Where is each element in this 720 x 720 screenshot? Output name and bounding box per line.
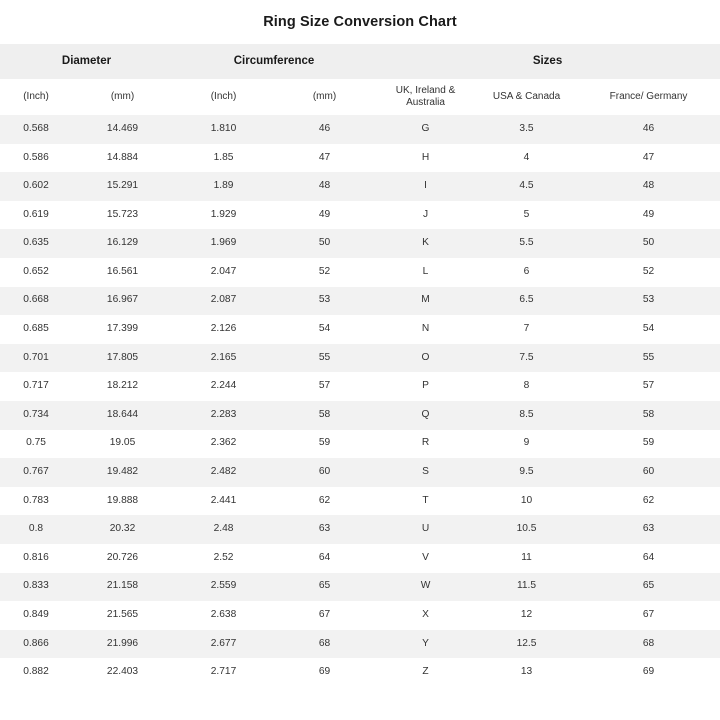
- table-cell: 0.701: [0, 344, 72, 373]
- table-row: [0, 658, 720, 687]
- table-cell: 58: [577, 401, 720, 430]
- table-cell: 7.5: [476, 344, 577, 373]
- table-cell: 2.677: [173, 630, 274, 659]
- table-cell: 4: [476, 144, 577, 173]
- table-cell: 59: [274, 430, 375, 459]
- table-cell: 22.403: [72, 658, 173, 687]
- table-cell: M: [375, 287, 476, 316]
- table-cell: 5: [476, 201, 577, 230]
- table-cell: 2.047: [173, 258, 274, 287]
- table-cell: H: [375, 144, 476, 173]
- table-cell: 16.967: [72, 287, 173, 316]
- table-cell: T: [375, 487, 476, 516]
- table-cell: 2.559: [173, 573, 274, 602]
- table-cell: 53: [577, 287, 720, 316]
- column-header-circumference-mm: (mm): [274, 79, 375, 115]
- table-cell: 65: [274, 573, 375, 602]
- table-cell: 0.75: [0, 430, 72, 459]
- table-cell: 65: [577, 573, 720, 602]
- table-cell: 67: [577, 601, 720, 630]
- table-cell: Z: [375, 658, 476, 687]
- column-header-france-germany: France/ Germany: [577, 79, 720, 115]
- table-body: [0, 115, 720, 687]
- table-cell: G: [375, 115, 476, 144]
- table-cell: 52: [274, 258, 375, 287]
- table-cell: 0.8: [0, 515, 72, 544]
- table-cell: 54: [577, 315, 720, 344]
- table-row: [0, 630, 720, 659]
- table-cell: 46: [274, 115, 375, 144]
- table-row: [0, 172, 720, 201]
- table-row: [0, 515, 720, 544]
- table-cell: 0.568: [0, 115, 72, 144]
- group-header-circumference: Circumference: [173, 44, 375, 79]
- table-cell: 0.635: [0, 229, 72, 258]
- table-cell: 0.652: [0, 258, 72, 287]
- table-row: [0, 401, 720, 430]
- table-row: [0, 144, 720, 173]
- table-cell: 67: [274, 601, 375, 630]
- table-cell: 14.884: [72, 144, 173, 173]
- table-row: [0, 487, 720, 516]
- table-cell: 64: [274, 544, 375, 573]
- table-cell: 48: [577, 172, 720, 201]
- table-cell: 49: [577, 201, 720, 230]
- table-cell: 55: [274, 344, 375, 373]
- table-cell: 55: [577, 344, 720, 373]
- table-cell: 0.619: [0, 201, 72, 230]
- table-cell: 15.291: [72, 172, 173, 201]
- table-cell: 19.05: [72, 430, 173, 459]
- column-header-usa-canada: USA & Canada: [476, 79, 577, 115]
- table-cell: 16.129: [72, 229, 173, 258]
- table-cell: 1.810: [173, 115, 274, 144]
- group-header-diameter: Diameter: [0, 44, 173, 79]
- table-cell: 53: [274, 287, 375, 316]
- table-cell: 2.283: [173, 401, 274, 430]
- table-cell: 60: [577, 458, 720, 487]
- table-cell: 0.586: [0, 144, 72, 173]
- table-cell: 0.685: [0, 315, 72, 344]
- table-cell: 59: [577, 430, 720, 459]
- table-cell: 64: [577, 544, 720, 573]
- table-row: [0, 315, 720, 344]
- table-cell: 54: [274, 315, 375, 344]
- table-cell: 0.717: [0, 372, 72, 401]
- table-cell: J: [375, 201, 476, 230]
- ring-size-conversion-table: [0, 44, 720, 687]
- table-cell: 6.5: [476, 287, 577, 316]
- table-row: [0, 601, 720, 630]
- table-cell: 2.482: [173, 458, 274, 487]
- table-cell: 62: [274, 487, 375, 516]
- table-cell: 0.602: [0, 172, 72, 201]
- table-cell: 57: [274, 372, 375, 401]
- table-cell: 19.888: [72, 487, 173, 516]
- table-cell: 18.644: [72, 401, 173, 430]
- column-header-uk-ireland-australia: UK, Ireland & Australia: [375, 79, 476, 115]
- table-cell: 0.734: [0, 401, 72, 430]
- table-cell: 1.929: [173, 201, 274, 230]
- column-header-circumference-inch: (Inch): [173, 79, 274, 115]
- table-cell: 0.882: [0, 658, 72, 687]
- table-cell: 0.767: [0, 458, 72, 487]
- column-header-row: [0, 79, 720, 115]
- table-cell: 2.48: [173, 515, 274, 544]
- table-cell: P: [375, 372, 476, 401]
- table-row: [0, 573, 720, 602]
- table-cell: I: [375, 172, 476, 201]
- table-cell: 57: [577, 372, 720, 401]
- group-header-sizes: Sizes: [375, 44, 720, 79]
- table-row: [0, 201, 720, 230]
- table-cell: 46: [577, 115, 720, 144]
- table-cell: 10: [476, 487, 577, 516]
- table-cell: 14.469: [72, 115, 173, 144]
- table-cell: X: [375, 601, 476, 630]
- table-cell: K: [375, 229, 476, 258]
- table-cell: 0.816: [0, 544, 72, 573]
- table-cell: 2.638: [173, 601, 274, 630]
- table-row: [0, 115, 720, 144]
- table-cell: 0.668: [0, 287, 72, 316]
- group-header-row: [0, 44, 720, 79]
- table-row: [0, 229, 720, 258]
- table-cell: 18.212: [72, 372, 173, 401]
- table-cell: 2.52: [173, 544, 274, 573]
- table-cell: L: [375, 258, 476, 287]
- table-cell: 63: [274, 515, 375, 544]
- table-cell: 12: [476, 601, 577, 630]
- table-cell: 2.244: [173, 372, 274, 401]
- table-cell: 20.726: [72, 544, 173, 573]
- table-cell: 2.126: [173, 315, 274, 344]
- page-title: Ring Size Conversion Chart: [263, 14, 457, 30]
- table-cell: W: [375, 573, 476, 602]
- table-cell: 68: [274, 630, 375, 659]
- table-cell: 21.996: [72, 630, 173, 659]
- table-cell: 1.85: [173, 144, 274, 173]
- table-cell: 1.89: [173, 172, 274, 201]
- table-header: [0, 44, 720, 115]
- column-header-diameter-inch: (Inch): [0, 79, 72, 115]
- table-cell: 63: [577, 515, 720, 544]
- table-cell: 47: [274, 144, 375, 173]
- column-header-diameter-mm: (mm): [72, 79, 173, 115]
- table-cell: N: [375, 315, 476, 344]
- table-cell: 12.5: [476, 630, 577, 659]
- table-cell: 58: [274, 401, 375, 430]
- table-row: [0, 458, 720, 487]
- table-cell: 49: [274, 201, 375, 230]
- table-cell: 16.561: [72, 258, 173, 287]
- table-cell: 6: [476, 258, 577, 287]
- table-cell: 62: [577, 487, 720, 516]
- table-cell: O: [375, 344, 476, 373]
- table-cell: 15.723: [72, 201, 173, 230]
- table-cell: Y: [375, 630, 476, 659]
- table-cell: 0.833: [0, 573, 72, 602]
- table-cell: 50: [274, 229, 375, 258]
- table-row: [0, 344, 720, 373]
- table-cell: Q: [375, 401, 476, 430]
- table-row: [0, 544, 720, 573]
- table-cell: 21.158: [72, 573, 173, 602]
- table-row: [0, 258, 720, 287]
- table-cell: 9.5: [476, 458, 577, 487]
- table-cell: 11: [476, 544, 577, 573]
- table-cell: 2.362: [173, 430, 274, 459]
- table-cell: 5.5: [476, 229, 577, 258]
- table-cell: 3.5: [476, 115, 577, 144]
- table-cell: 2.087: [173, 287, 274, 316]
- table-cell: 2.717: [173, 658, 274, 687]
- table-cell: 68: [577, 630, 720, 659]
- table-cell: 60: [274, 458, 375, 487]
- table-cell: V: [375, 544, 476, 573]
- table-cell: 17.399: [72, 315, 173, 344]
- table-cell: 4.5: [476, 172, 577, 201]
- table-cell: 52: [577, 258, 720, 287]
- table-cell: 11.5: [476, 573, 577, 602]
- table-row: [0, 287, 720, 316]
- table-cell: 1.969: [173, 229, 274, 258]
- table-cell: 19.482: [72, 458, 173, 487]
- table-cell: 69: [577, 658, 720, 687]
- table-cell: U: [375, 515, 476, 544]
- table-cell: 0.849: [0, 601, 72, 630]
- table-cell: 0.866: [0, 630, 72, 659]
- table-cell: 0.783: [0, 487, 72, 516]
- table-cell: 20.32: [72, 515, 173, 544]
- table-cell: 13: [476, 658, 577, 687]
- table-cell: 10.5: [476, 515, 577, 544]
- table-cell: 9: [476, 430, 577, 459]
- table-cell: 17.805: [72, 344, 173, 373]
- table-cell: 2.441: [173, 487, 274, 516]
- table-cell: 48: [274, 172, 375, 201]
- table-cell: 2.165: [173, 344, 274, 373]
- table-cell: 7: [476, 315, 577, 344]
- table-cell: S: [375, 458, 476, 487]
- table-cell: R: [375, 430, 476, 459]
- table-cell: 21.565: [72, 601, 173, 630]
- table-row: [0, 430, 720, 459]
- table-row: [0, 372, 720, 401]
- table-cell: 47: [577, 144, 720, 173]
- table-cell: 8.5: [476, 401, 577, 430]
- table-cell: 69: [274, 658, 375, 687]
- table-cell: 8: [476, 372, 577, 401]
- table-cell: 50: [577, 229, 720, 258]
